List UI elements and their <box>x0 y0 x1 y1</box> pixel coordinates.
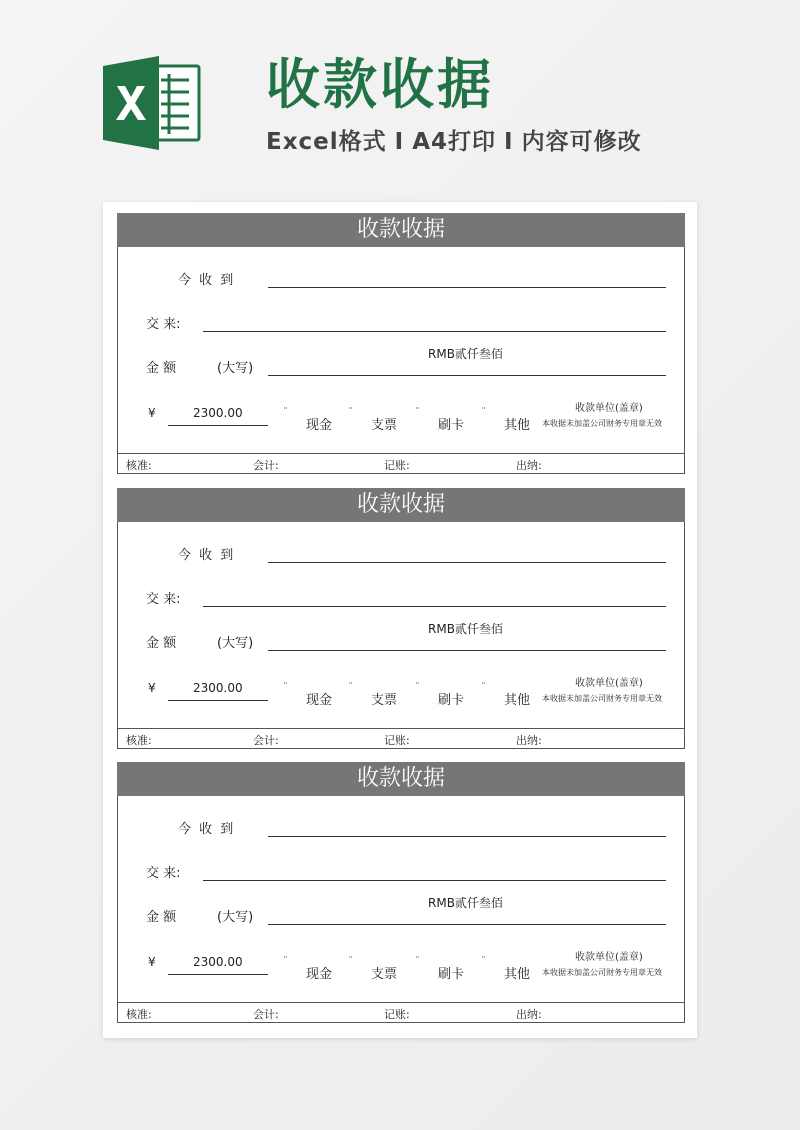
receipt-title: 收款收据 <box>117 762 685 796</box>
other-checkbox[interactable]: ¨ <box>481 407 486 418</box>
yen-symbol: ¥ <box>148 681 156 695</box>
yen-symbol: ¥ <box>148 955 156 969</box>
subtitle-separator: I <box>504 129 514 155</box>
payment-for-label: 交 来: <box>146 317 181 332</box>
received-from-field[interactable] <box>268 287 666 288</box>
excel-icon <box>103 56 203 150</box>
payment-for-label: 交 来: <box>146 866 181 881</box>
received-from-label: 今 收 到 <box>178 822 236 837</box>
payee-unit-label: 收款单位(盖章) <box>575 952 643 963</box>
receipt <box>117 213 685 475</box>
receipt-body <box>117 522 685 749</box>
cashier-label: 出纳: <box>516 459 542 472</box>
method-cash: 现金 <box>306 693 333 708</box>
method-other: 其他 <box>504 967 531 982</box>
amount-field <box>168 425 268 426</box>
cashier-label: 出纳: <box>516 1008 542 1021</box>
approver-label: 核准: <box>126 459 152 472</box>
subtitle-print: A4打印 <box>412 129 497 155</box>
method-card: 刷卡 <box>438 967 465 982</box>
bookkeeper-label: 记账: <box>384 459 410 472</box>
yen-symbol: ¥ <box>148 406 156 420</box>
card-checkbox[interactable]: ¨ <box>415 956 420 967</box>
payment-for-field[interactable] <box>203 880 666 881</box>
amount-field <box>168 974 268 975</box>
amount-value[interactable]: 2300.00 <box>193 681 243 695</box>
check-checkbox[interactable]: ¨ <box>348 407 353 418</box>
amount-caps-field <box>268 650 666 651</box>
amount-caps-label: (大写) <box>217 910 254 925</box>
received-from-label: 今 收 到 <box>178 548 236 563</box>
received-from-field[interactable] <box>268 562 666 563</box>
card-checkbox[interactable]: ¨ <box>415 407 420 418</box>
bookkeeper-label: 记账: <box>384 1008 410 1021</box>
accountant-label: 会计: <box>253 734 279 747</box>
page-title: 收款收据 <box>266 53 494 116</box>
amount-caps-field <box>268 375 666 376</box>
amount-label: 金 额 <box>146 910 177 925</box>
page-subtitle <box>266 125 642 159</box>
header <box>0 0 800 200</box>
amount-value[interactable]: 2300.00 <box>193 955 243 969</box>
receipt-title: 收款收据 <box>117 213 685 247</box>
method-cash: 现金 <box>306 967 333 982</box>
receipt-body <box>117 247 685 474</box>
cash-checkbox[interactable]: ¨ <box>283 682 288 693</box>
accountant-label: 会计: <box>253 1008 279 1021</box>
method-cash: 现金 <box>306 418 333 433</box>
receipt <box>117 762 685 1024</box>
approver-label: 核准: <box>126 734 152 747</box>
method-check: 支票 <box>371 693 398 708</box>
accountant-label: 会计: <box>253 459 279 472</box>
amount-value[interactable]: 2300.00 <box>193 406 243 420</box>
card-checkbox[interactable]: ¨ <box>415 682 420 693</box>
check-checkbox[interactable]: ¨ <box>348 682 353 693</box>
subtitle-format: Excel格式 <box>266 129 387 155</box>
receipt-sheet <box>103 202 697 1038</box>
subtitle-editable: 内容可修改 <box>521 129 642 155</box>
stamp-note: 本收据未加盖公司财务专用章无效 <box>542 968 662 977</box>
other-checkbox[interactable]: ¨ <box>481 956 486 967</box>
stamp-note: 本收据未加盖公司财务专用章无效 <box>542 419 662 428</box>
receipt <box>117 488 685 750</box>
subtitle-separator: I <box>394 129 405 155</box>
payee-unit-label: 收款单位(盖章) <box>575 403 643 414</box>
check-checkbox[interactable]: ¨ <box>348 956 353 967</box>
cash-checkbox[interactable]: ¨ <box>283 956 288 967</box>
signature-row <box>118 1002 684 1023</box>
received-from-field[interactable] <box>268 836 666 837</box>
amount-caps-label: (大写) <box>217 636 254 651</box>
amount-in-words[interactable]: RMB贰仟叁佰 <box>428 896 503 910</box>
amount-label: 金 额 <box>146 636 177 651</box>
payee-unit-label: 收款单位(盖章) <box>575 678 643 689</box>
method-check: 支票 <box>371 967 398 982</box>
signature-row <box>118 728 684 749</box>
amount-field <box>168 700 268 701</box>
amount-label: 金 额 <box>146 361 177 376</box>
receipt-title: 收款收据 <box>117 488 685 522</box>
method-check: 支票 <box>371 418 398 433</box>
payment-for-field[interactable] <box>203 331 666 332</box>
amount-caps-field <box>268 924 666 925</box>
method-other: 其他 <box>504 693 531 708</box>
payment-for-label: 交 来: <box>146 592 181 607</box>
method-other: 其他 <box>504 418 531 433</box>
method-card: 刷卡 <box>438 693 465 708</box>
approver-label: 核准: <box>126 1008 152 1021</box>
method-card: 刷卡 <box>438 418 465 433</box>
payment-for-field[interactable] <box>203 606 666 607</box>
receipt-body <box>117 796 685 1023</box>
received-from-label: 今 收 到 <box>178 273 236 288</box>
amount-in-words[interactable]: RMB贰仟叁佰 <box>428 347 503 361</box>
bookkeeper-label: 记账: <box>384 734 410 747</box>
stamp-note: 本收据未加盖公司财务专用章无效 <box>542 694 662 703</box>
signature-row <box>118 453 684 474</box>
amount-in-words[interactable]: RMB贰仟叁佰 <box>428 622 503 636</box>
cash-checkbox[interactable]: ¨ <box>283 407 288 418</box>
cashier-label: 出纳: <box>516 734 542 747</box>
other-checkbox[interactable]: ¨ <box>481 682 486 693</box>
amount-caps-label: (大写) <box>217 361 254 376</box>
